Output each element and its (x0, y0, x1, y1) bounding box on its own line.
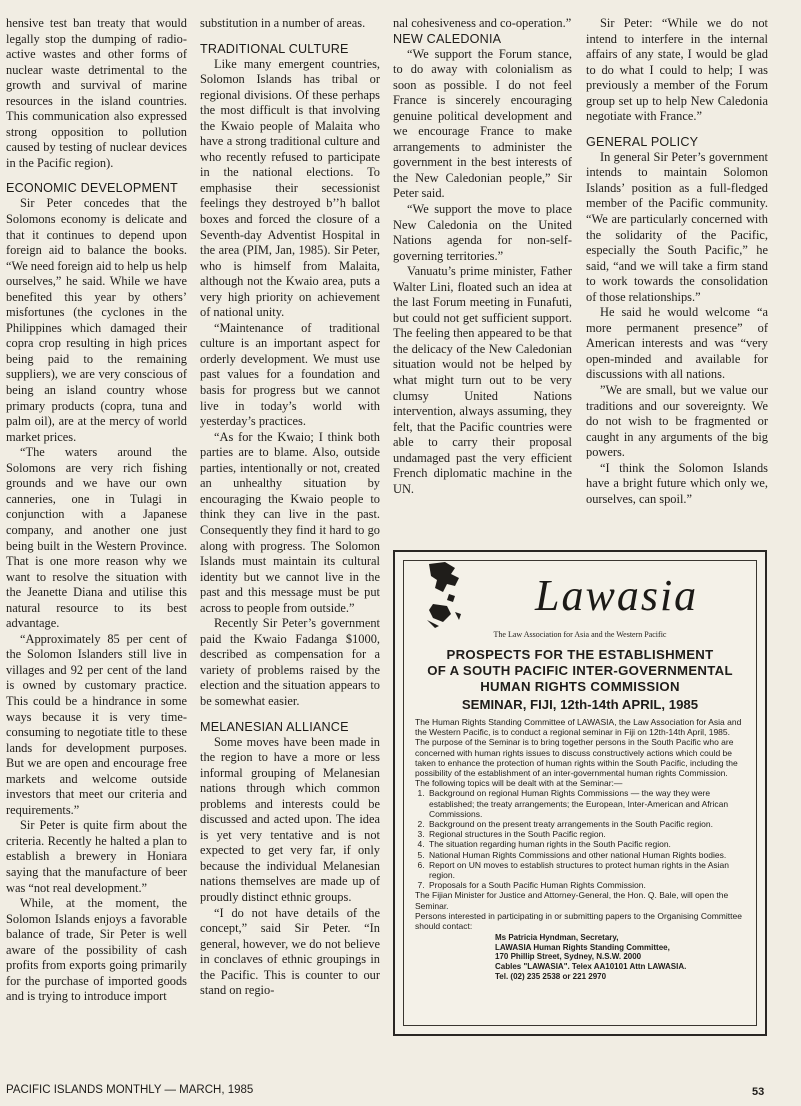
topic-item: 6. Report on UN moves to establish structures to protect human rights in the Asian region. (427, 860, 751, 880)
advertisement-body (415, 717, 751, 981)
paragraph: “We support the Forum stance, to do away with colonialism as soon as possible. I do not feel France is sincerely encouraging genuine political development and we encourage France to make arrangements to administer the government in the best interests of the New Caledonian people,” Sir Peter said. (393, 46, 572, 201)
topics-intro: The following topics will be dealt with at the Seminar:— (415, 778, 623, 789)
lawasia-advertisement (393, 550, 767, 1036)
topic-item: 7. Proposals for a South Pacific Human Rights Commission. (427, 880, 751, 890)
paragraph: nal cohesiveness and co-operation.” (393, 16, 572, 30)
advertisement-title (395, 647, 765, 695)
paragraph: Recently Sir Peter’s government paid the Kwaio Fadanga $1000, described as compensation for a variety of problems raised by the election and the situation appears to be somewhat easier. (200, 616, 380, 708)
paragraph: “As for the Kwaio; I think both parties are to blame. Also, outside parties, intentionally or not, created an unhealthy situation by encouraging the Kwaio people to think they can live in the past. Consequently they find it hard to go along with progress. The Solomon Islands must maintain its cultural identity but we cannot live in the past and this message must be put across to people from outside.” (200, 429, 380, 615)
paragraph: In general Sir Peter’s government intends to maintain Solomon Islands’ position as a full-fledged member of the Pacific community. “We are particularly concerned with the solidarity of the Pacific, especially the South Pacific,” he said, “and we will take a firm stand to work towards the consolidation of those relationships.” (586, 149, 768, 304)
section-heading-traditional-culture: TRADITIONAL CULTURE (200, 41, 349, 56)
topic-item: 5. National Human Rights Commissions and other national Human Rights bodies. (427, 850, 751, 860)
intro-text: The Human Rights Standing Committee of LAWASIA, the Law Association for Asia and the Western Pacific, is to conduct a regional seminar in Fiji on 12th-14th April, 1985. (415, 717, 742, 738)
topic-item: 4. The situation regarding human rights in the South Pacific region. (427, 839, 751, 849)
article-column-3 (393, 16, 572, 497)
topic-item: 3. Regional structures in the South Pacific region. (427, 829, 751, 839)
paragraph: Some moves have been made in the region to have a more or less informal grouping of Melanesian nations through which common problems and interests could be discussed and acted upon. The idea is yet very tentative and is not expected to get very far, if only because the individual Melanesian nations themselves are made up of proudly distinct ethnic groups. (200, 734, 380, 904)
paragraph: hensive test ban treaty that would legally stop the dumping of radio-active wastes and other forms of nuclear waste detrimental to the growth and survival of marine resources in the island countries. This communication also expressed strong opposition to pollution caused by testing of nuclear devices in the Pacific region). (6, 16, 187, 170)
paragraph: Sir Peter: “While we do not intend to interfere in the internal affairs of any state, I would be glad to do what I could to help; I was previously a member of the Forum group set up to help New Caledonia negotiate with France.” (586, 16, 768, 124)
paragraph: “I do not have details of the concept,” said Sir Peter. “In general, however, we do not believe in conclaves of ethnic groupings in the Pacific. This is counter to our stand on regio- (200, 905, 380, 998)
contact-line: LAWASIA Human Rights Standing Committee, (495, 942, 670, 952)
paragraph: “The waters around the Solomons are very rich fishing grounds and we have our own canneries, one in Tulagi in conjunction with a Japanese company, and another one just being built in the Western Province. That is one more reason why we want to resolve the situation with the Jeanette Diana and utilise this natural resource to its best advantage. (6, 445, 187, 631)
contact-line: Ms Patricia Hyndman, Secretary, (495, 933, 619, 943)
purpose-text: The purpose of the Seminar is to bring together persons in the South Pacific who are concerned with human rights issues to discuss constructively actions which could be taken to enhance the protection of human rights within the South Pacific, including the possibility of the establishment of an inter-governmental human rights Commission. (415, 737, 738, 779)
asia-pacific-map-icon (425, 560, 467, 630)
paragraph: “Approximately 85 per cent of the Solomon Islanders still live in villages and 92 per cent of the land is owned by customary practice. This could be a hindrance in some ways because it is very time-consuming to negotiate title to these lands for development purposes. But we are open and encourage free markets and welcome outside investors that meet our criteria and requirements.” (6, 631, 187, 817)
paragraph: “I think the Solomon Islands have a bright future which only we, ourselves, can spoil.” (586, 460, 768, 506)
lawasia-logo: Lawasia (535, 571, 699, 620)
topic-item: 1. Background on regional Human Rights Commissions — the way they were established; the treaty arrangements; the European, Inter-American and African Commissions. (427, 788, 751, 819)
title-line: OF A SOUTH PACIFIC INTER-GOVERNMENTAL (427, 663, 733, 678)
topic-item: 2. Background on the present treaty arrangements in the South Pacific region. (427, 819, 751, 829)
paragraph: “We support the move to place New Caledonia on the United Nations agenda for non-self-governing territories.” (393, 202, 572, 263)
title-line: PROSPECTS FOR THE ESTABLISHMENT (446, 647, 714, 662)
paragraph: ”We are small, but we value our traditions and our sovereignty. We do not wish to be fragmented or caught in any arguments of the big powers. (586, 383, 768, 460)
lawasia-subtitle: The Law Association for Asia and the Western Pacific (493, 630, 667, 639)
article-column-4 (586, 16, 768, 507)
section-heading-melanesian-alliance: MELANESIAN ALLIANCE (200, 719, 349, 734)
paragraph: substitution in a number of areas. (200, 16, 366, 30)
opener-text: The Fijian Minister for Justice and Attorney-General, the Hon. Q. Bale, will open the Seminar. (415, 890, 729, 911)
section-heading-general-policy: GENERAL POLICY (586, 134, 699, 149)
contact-line: Tel. (02) 235 2538 or 221 2970 (495, 971, 607, 981)
paragraph: He said he would welcome “a more permanent presence” of American interests and was “very open-minded and available for discussions with all nations. (586, 305, 768, 382)
paragraph: While, at the moment, the Solomon Islands enjoys a favorable balance of trade, Sir Peter is well aware of the possibility of cash profits from exports going primarily for the purchase of imported goods and is trying to introduce import (6, 896, 187, 1004)
contact-block (415, 933, 751, 981)
article-column-1 (6, 16, 187, 1005)
publication-footer: PACIFIC ISLANDS MONTHLY — MARCH, 1985 (6, 1084, 254, 1096)
section-heading-economic-development: ECONOMIC DEVELOPMENT (6, 181, 178, 196)
article-column-2 (200, 16, 380, 999)
contact-line: 170 Phillip Street, Sydney, N.S.W. 2000 (495, 952, 642, 962)
paragraph: Sir Peter is quite firm about the criteria. Recently he halted a plan to establish a brewery in Honiara saying that the manufacture of beer was “not real development.” (6, 818, 187, 895)
paragraph: Sir Peter concedes that the Solomons economy is delicate and that it continues to depend upon foreign aid to balance the books. “We need foreign aid to help us help ourselves,” he said. While we have benefited this year by others’ misfortunes (the cyclones in the Philippines which damaged their copra crop resulting in high prices being paid to the remaining suppliers), we are very conscious of being an island country whose primary products (copra, tuna and palm oil), are at the mercy of world market prices. (6, 196, 188, 444)
title-line: HUMAN RIGHTS COMMISSION (480, 679, 680, 694)
paragraph: “Maintenance of traditional culture is an important aspect for orderly development. We must use past values for a foundation and basis for progress but we cannot live in today’s world with yesterday’s practices. (200, 320, 380, 429)
seminar-dates: SEMINAR, FIJI, 12th-14th APRIL, 1985 (461, 697, 699, 712)
topics-list (415, 788, 751, 890)
paragraph: Vanuatu’s prime minister, Father Walter Lini, floated such an idea at the last Forum meeting in Funafuti, but could not get sufficient support. The feeling then appeared to be that the delicacy of the New Caledonian situation would not be helped by what might turn out to be very clumsy United Nations intervention, always assuming, they felt, that the Pacific countries were able to carry their proposal undamaged past the very efficient French diplomatic machine in the UN. (393, 264, 572, 496)
contact-line: Cables "LAWASIA". Telex AA10101 Attn LAWASIA. (495, 962, 687, 972)
page-number: 53 (752, 1086, 765, 1098)
paragraph: Like many emergent countries, Solomon Islands has tribal or regional divisions. Of these perhaps the most difficult is that involving the Kwaio people of Malaita who have a strong traditional culture and who recently refused to participate in the national elections. To emphasise their secessionist feelings they destroyed b’’h ballot boxes and forced the closure of a Seventh-day Adventist Hospital in the area (PIM, Jan, 1985). Sir Peter, who is himself from Malaita, although not the Kwaio area, puts a very high priority on achievement of national unity. (200, 56, 380, 320)
section-heading-new-caledonia: NEW CALEDONIA (393, 31, 502, 46)
contact-intro: Persons interested in participating in or submitting papers to the Organising Committee should contact: (415, 910, 742, 932)
